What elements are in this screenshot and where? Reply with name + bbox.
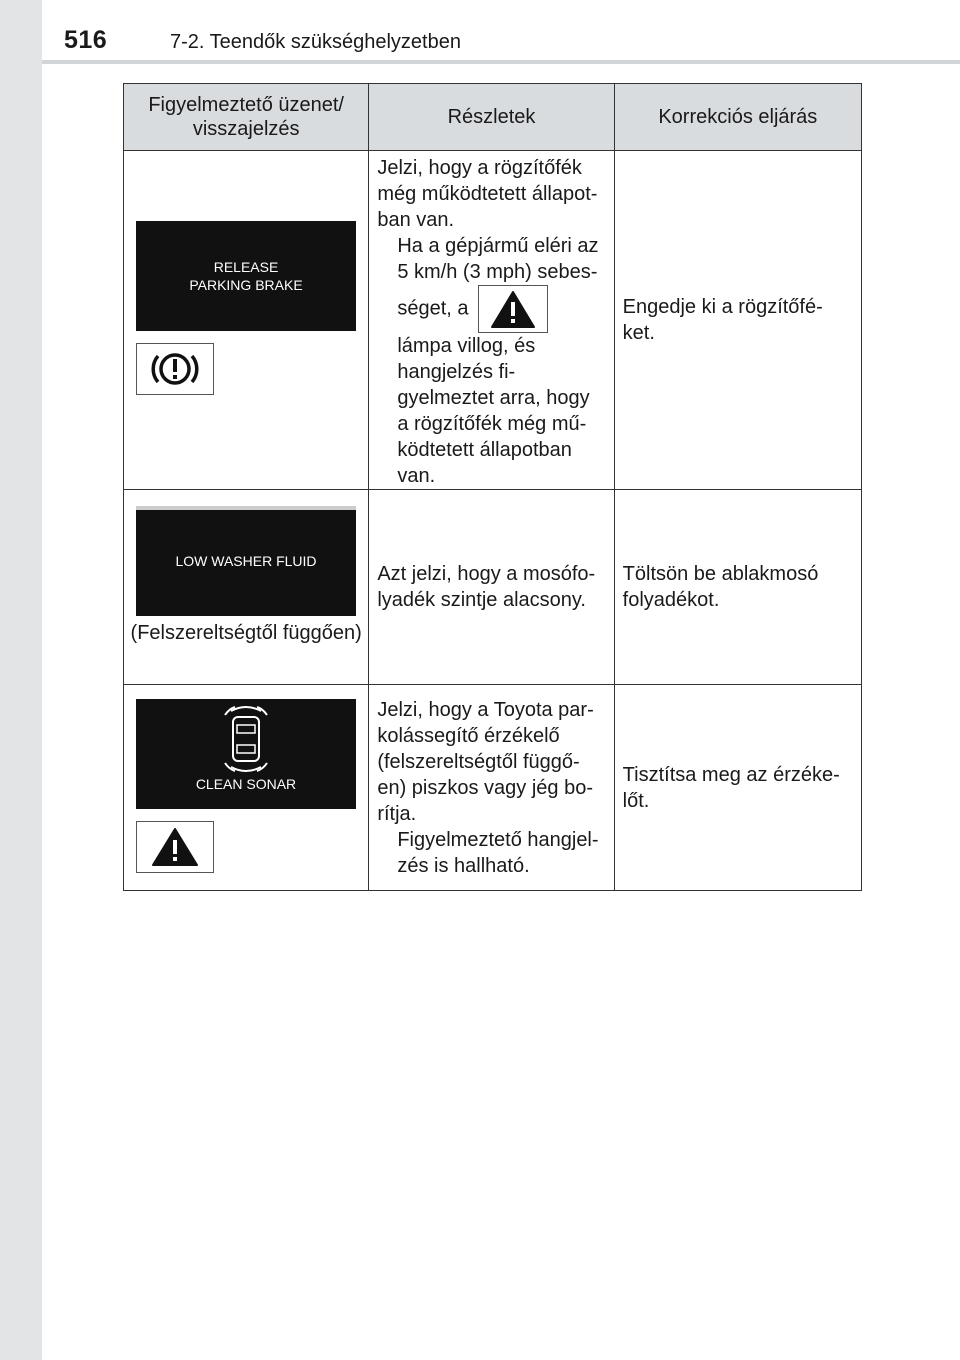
header-rule: [42, 60, 960, 64]
clean-sonar-screen: [136, 699, 356, 809]
low-washer-fluid-screen: [136, 506, 356, 616]
col-header-details: Részletek: [369, 84, 614, 151]
row3-indicator-cell: [124, 685, 369, 891]
row3-action: Tisztítsa meg az érzéke-lőt.: [622, 763, 840, 812]
row1-action-cell: [614, 151, 861, 490]
screen-text-line1: RELEASE: [213, 259, 279, 275]
brake-warning-icon: [136, 343, 214, 395]
row1-details-p2a: Ha a gépjármű eléri az 5 km/h (3 mph) sebes-séget, a: [397, 235, 599, 320]
warning-table: [123, 83, 862, 891]
col-header-action: Korrekciós eljárás: [614, 84, 861, 151]
row1-indicator-cell: [124, 151, 369, 490]
table-header-row: [124, 84, 862, 151]
master-warning-icon: [136, 821, 214, 873]
section-title: 7-2. Teendők szükséghelyzetben: [170, 31, 461, 53]
row2-action: Töltsön be ablakmosó folyadékot.: [622, 563, 819, 611]
screen-top-bar: [136, 506, 356, 510]
row3-details-p2: Figyelmeztető hangjel-zés is hallható.: [397, 828, 599, 877]
col-header-message-line1: Figyelmeztető üzenet/: [148, 94, 344, 116]
table-row: [124, 151, 862, 490]
table-row: [124, 685, 862, 891]
screen-text-line2: PARKING BRAKE: [189, 277, 303, 293]
row1-details-p2: [369, 233, 613, 489]
row1-details-cell: [369, 151, 614, 490]
row2-note: (Felszereltségtől függően): [130, 622, 362, 644]
screen-text-line1: CLEAN SONAR: [195, 776, 297, 792]
row3-details-p1: Jelzi, hogy a Toyota par-kolássegítő érzékelő (felszereltségtől függő-en) piszkos vagy jég bo-rítja.: [377, 698, 594, 825]
row1-details-p1: Jelzi, hogy a rögzítőfék még működtetett állapot-ban van.: [377, 157, 598, 231]
screen-text-line1: LOW WASHER FLUID: [175, 553, 317, 569]
page-number: 516: [64, 26, 108, 54]
row2-details-cell: [369, 490, 614, 685]
row1-action: Engedje ki a rögzítőfé-ket.: [622, 296, 823, 344]
row3-action-cell: [614, 685, 861, 891]
side-bar: [0, 0, 42, 1360]
col-header-message-line2: visszajelzés: [192, 118, 300, 140]
table-row: [124, 490, 862, 685]
row2-details: Azt jelzi, hogy a mosófo-lyadék szintje alacsony.: [377, 563, 596, 611]
row2-action-cell: [614, 490, 861, 685]
row3-details-cell: [369, 685, 614, 891]
master-warning-icon: [478, 285, 548, 333]
release-parking-brake-screen: [136, 221, 356, 331]
sonar-car-icon: [211, 703, 281, 773]
col-header-message: [124, 84, 369, 151]
row1-details-p2b: lámpa: [397, 335, 452, 357]
row2-indicator-cell: [124, 490, 369, 685]
row1-details-p2c: villog, és hangjelzés fi-gyelmeztet arra, hogy a rögzítőfék még mű-ködtetett állapotban van.: [397, 335, 590, 487]
